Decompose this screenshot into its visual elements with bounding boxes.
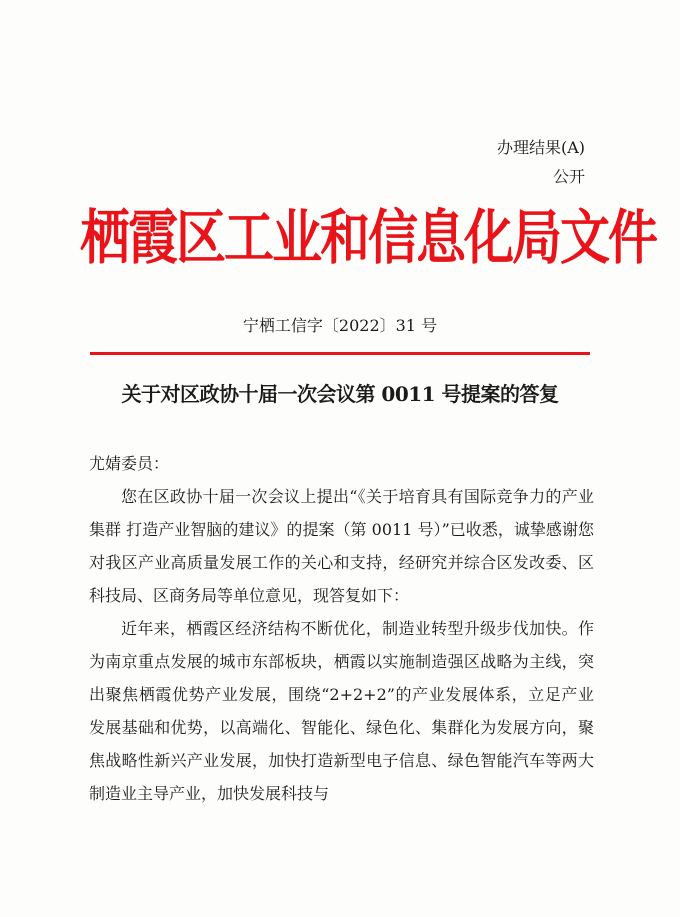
- disclosure-label: 公开: [552, 167, 585, 186]
- document-title: 关于对区政协十届一次会议第 0011 号提案的答复: [121, 382, 559, 406]
- document-number: 宁栖工信字〔2022〕31 号: [242, 316, 438, 335]
- document-header-title: 栖霞区工业和信息化局文件: [80, 203, 656, 273]
- red-divider-line: [90, 352, 590, 355]
- handling-result-label: 办理结果(A): [496, 138, 585, 157]
- body-paragraph-1: 您在区政协十届一次会议上提出“《关于培育具有国际竞争力的产业集群 打造产业智脑的建议》的提案（第 0011 号）”已收悉，诚挚感谢您对我区产业高质量发展工作的关心和支持，经研究并综合区发改委、区科技局、区商务局等单位意见，现答复如下：: [89, 487, 594, 605]
- body-paragraph-2: 近年来，栖霞区经济结构不断优化，制造业转型升级步伐加快。作为南京重点发展的城市东部板块，栖霞以实施制造强区战略为主线，突出聚焦栖霞优势产业发展，围绕“2+2+2”的产业发展体系，立足产业发展基础和优势，以高端化、智能化、绿色化、集群化为发展方向，聚焦战略性新兴产业发展，加快打造新型电子信息、绿色智能汽车等两大制造业主导产业，加快发展科技与: [89, 619, 594, 803]
- salutation: 尤婧委员：: [89, 454, 170, 473]
